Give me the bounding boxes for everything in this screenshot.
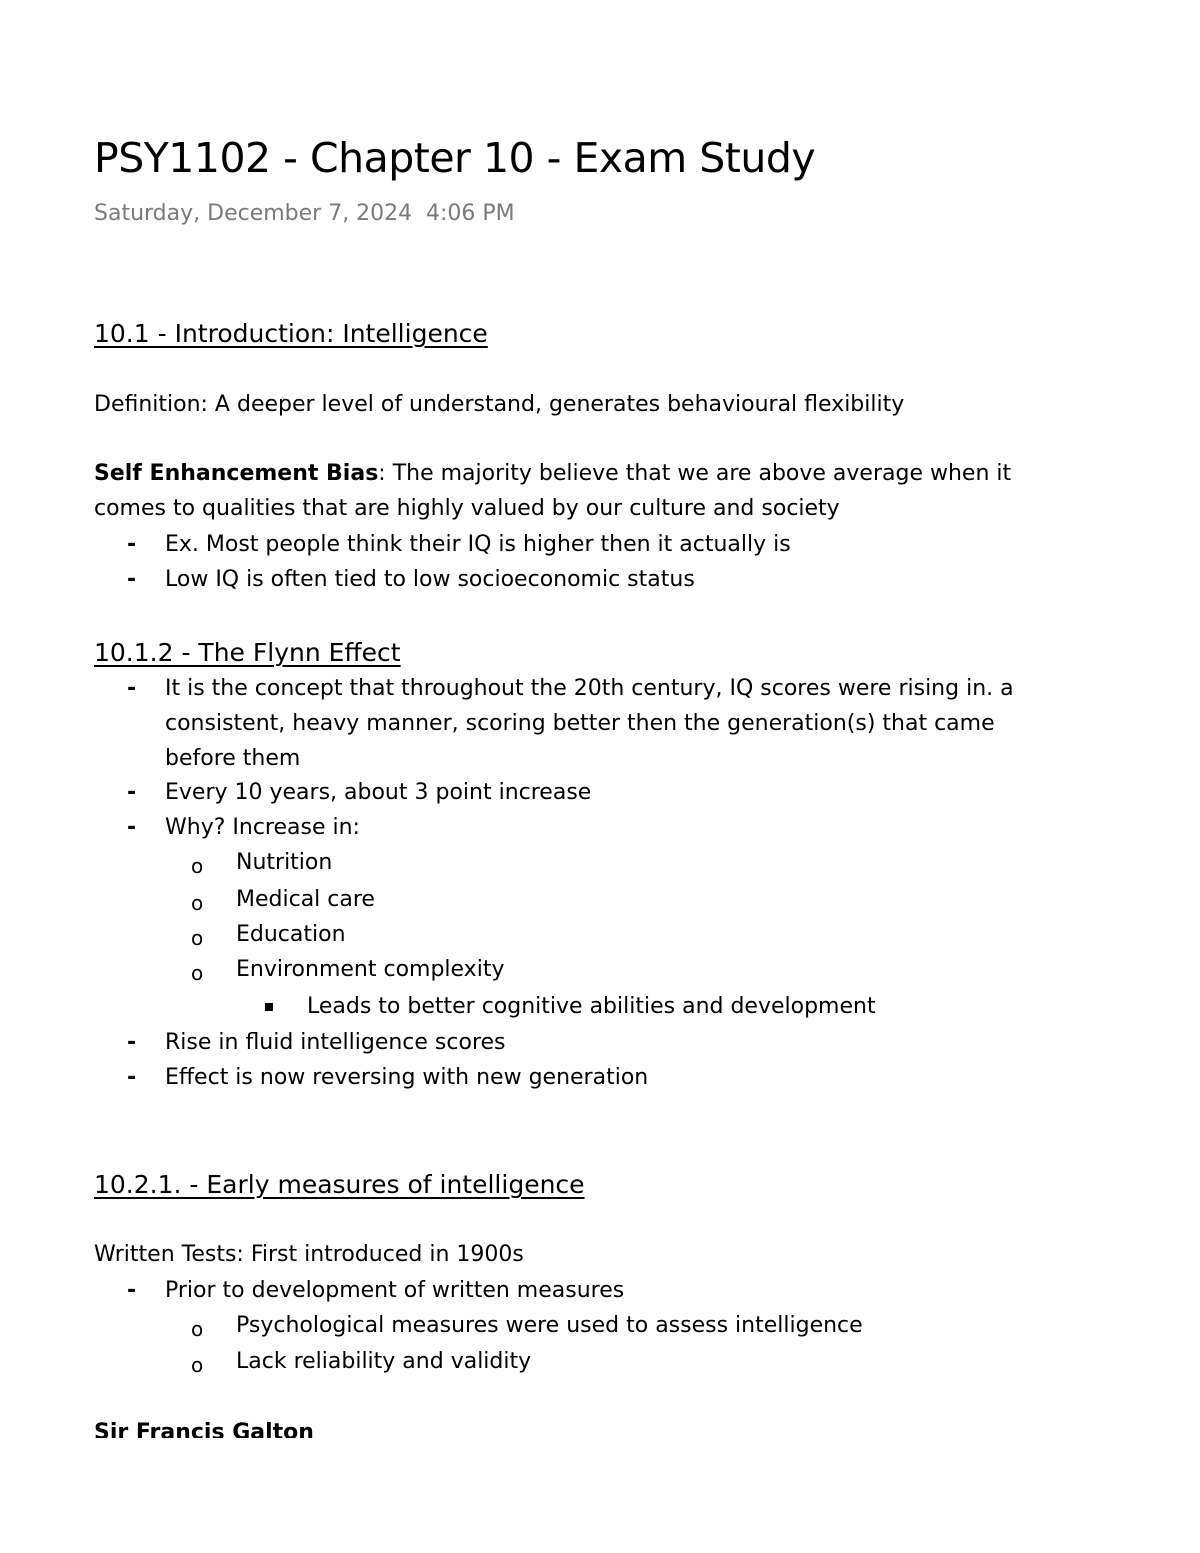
section-heading-early-measures: 10.2.1. - Early measures of intelligence — [94, 1170, 585, 1199]
square-bullet-icon — [265, 1003, 273, 1011]
bias-paragraph-line2: comes to qualities that are highly valued by our culture and society — [94, 496, 840, 521]
dash-bullet: - — [127, 1278, 137, 1303]
dash-bullet: - — [127, 815, 137, 840]
dash-bullet: - — [127, 676, 137, 701]
list-item-continued: before them — [165, 746, 301, 771]
sub-list-item: Medical care — [236, 887, 375, 912]
note-time: 4:06 PM — [426, 201, 515, 226]
definition-text: Definition: A deeper level of understand, generates behavioural flexibility — [94, 392, 905, 417]
circle-bullet: o — [191, 1317, 204, 1341]
circle-bullet: o — [191, 891, 204, 915]
circle-bullet: o — [191, 854, 204, 878]
sub-list-item: Nutrition — [236, 850, 333, 875]
circle-bullet: o — [191, 1353, 204, 1377]
list-item-continued: consistent, heavy manner, scoring better then the generation(s) that came — [165, 711, 995, 736]
list-item: Low IQ is often tied to low socioeconomic status — [165, 567, 695, 592]
page-title: PSY1102 - Chapter 10 - Exam Study — [94, 134, 816, 182]
section-heading-intro: 10.1 - Introduction: Intelligence — [94, 319, 488, 348]
dash-bullet: - — [127, 1065, 137, 1090]
list-item: Rise in fluid intelligence scores — [165, 1030, 506, 1055]
dash-bullet: - — [127, 780, 137, 805]
bias-paragraph-line1 — [94, 459, 1011, 489]
sub-list-item: Lack reliability and validity — [236, 1349, 532, 1374]
list-item: Ex. Most people think their IQ is higher then it actually is — [165, 532, 791, 557]
circle-bullet: o — [191, 926, 204, 950]
list-item: Every 10 years, about 3 point increase — [165, 780, 592, 805]
sub-sub-list-item: Leads to better cognitive abilities and development — [307, 994, 876, 1019]
bias-text: : The majority believe that we are above average when it — [378, 461, 1012, 486]
dash-bullet: - — [127, 567, 137, 592]
sub-list-item: Psychological measures were used to assess intelligence — [236, 1313, 863, 1338]
list-item: It is the concept that throughout the 20th century, IQ scores were rising in. a — [165, 676, 1014, 701]
list-item: Effect is now reversing with new generation — [165, 1065, 649, 1090]
section-heading-flynn: 10.1.2 - The Flynn Effect — [94, 638, 401, 667]
note-date: Saturday, December 7, 2024 — [94, 201, 413, 226]
circle-bullet: o — [191, 961, 204, 985]
list-item: Why? Increase in: — [165, 815, 360, 840]
dash-bullet: - — [127, 532, 137, 557]
bias-term: Self Enhancement Bias — [94, 461, 379, 486]
written-tests-text: Written Tests: First introduced in 1900s — [94, 1242, 524, 1267]
list-item: Prior to development of written measures — [165, 1278, 625, 1303]
sub-list-item: Environment complexity — [236, 957, 505, 982]
dash-bullet: - — [127, 1030, 137, 1055]
sub-list-item: Education — [236, 922, 346, 947]
next-heading-cutoff: Sir Francis Galton — [94, 1420, 314, 1438]
